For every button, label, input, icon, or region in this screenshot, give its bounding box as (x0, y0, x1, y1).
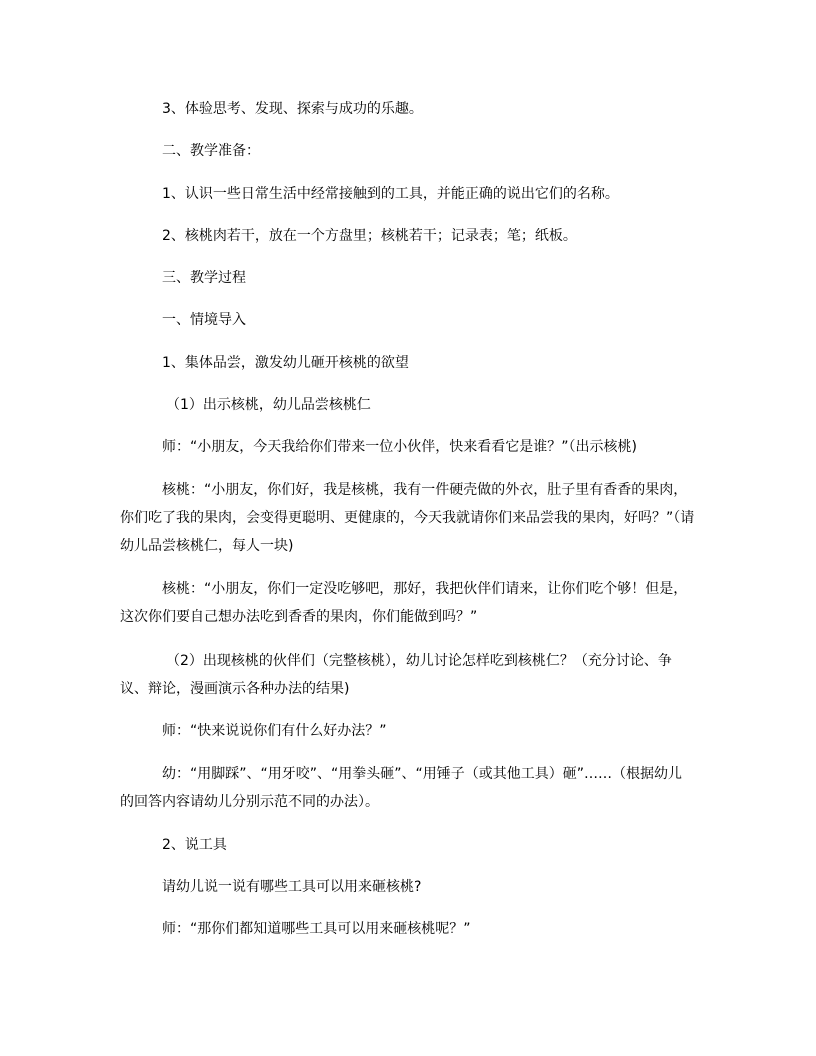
paragraph-tools-question: 请幼儿说一说有哪些工具可以用来砸核桃? (162, 879, 422, 895)
paragraph-step-1: 1、集体品尝，激发幼儿砸开核桃的欲望 (162, 355, 409, 371)
paragraph-substep-2: （2）出现核桃的伙伴们（完整核桃），幼儿讨论怎样吃到核桃仁？（充分讨论、争议、辩论，漫画演示各种办法的结果) (120, 653, 672, 697)
heading-scenario-intro: 一、情境导入 (162, 312, 246, 328)
paragraph-teacher-line-2: 师：“快来说说你们有什么好办法？” (162, 723, 387, 739)
paragraph-step-2: 2、说工具 (162, 837, 227, 853)
paragraph-child-answers: 幼：“用脚踩”、“用牙咬”、“用拳头砸”、“用锤子（或其他工具）砸”……（根据幼儿的回答内容请幼儿分别示范不同的办法）。 (120, 766, 683, 810)
paragraph-prep-2: 2、核桃肉若干，放在一个方盘里；核桃若干；记录表；笔；纸板。 (162, 228, 577, 244)
heading-teaching-process: 三、教学过程 (162, 270, 246, 286)
paragraph-walnut-line-2: 核桃：“小朋友，你们一定没吃够吧，那好，我把伙伴们请来，让你们吃个够！但是，这次你们要自己想办法吃到香香的果肉，你们能做到吗？” (120, 581, 688, 625)
paragraph-teacher-line-1: 师：“小朋友，今天我给你们带来一位小伙伴，快来看看它是谁？”（出示核桃) (162, 439, 637, 455)
paragraph-teacher-line-3: 师：“那你们都知道哪些工具可以用来砸核桃呢？” (162, 921, 471, 937)
paragraph-substep-1: （1）出示核桃，幼儿品尝核桃仁 (166, 397, 371, 413)
heading-teaching-preparation: 二、教学准备： (162, 143, 260, 159)
paragraph-walnut-line-1: 核桃：“小朋友，你们好，我是核桃，我有一件硬壳做的外衣，肚子里有香香的果肉，你们吃了我的果肉，会变得更聪明、更健康的，今天我就请你们来品尝我的果肉，好吗？”（请幼儿品尝核桃仁，每人一块) (120, 482, 695, 554)
paragraph-goal-3: 3、体验思考、发现、探索与成功的乐趣。 (162, 101, 423, 117)
paragraph-prep-1: 1、认识一些日常生活中经常接触到的工具，并能正确的说出它们的名称。 (162, 186, 619, 202)
